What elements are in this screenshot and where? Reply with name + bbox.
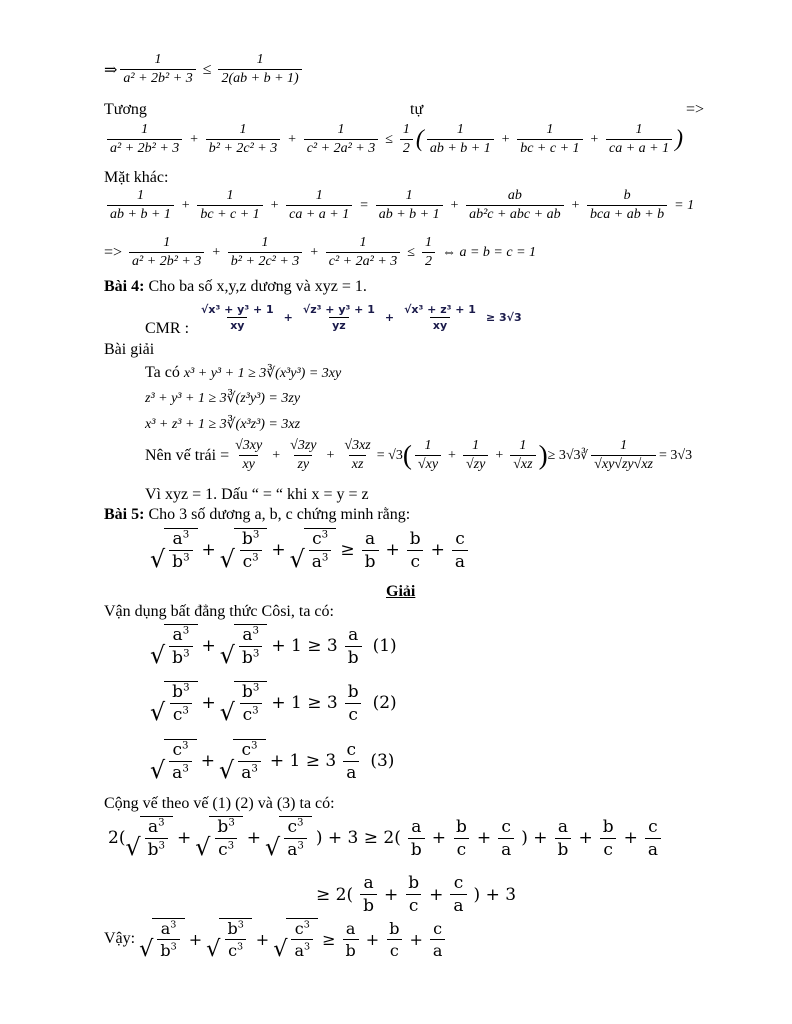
other-hand-line: Mặt khác: xyxy=(104,169,169,186)
fraction: $\frac{1}{\text{a² + 2b² + 3}}$ xyxy=(120,52,195,87)
inequality-3: √ $\frac{c^3}{a^3}$ + √ $\frac{c^3}{a^3}$ + 1 ≥ 3 $\frac{c}{a}$ (3) xyxy=(150,739,395,785)
inequality-2: √ $\frac{b^3}{c^3}$ + √ $\frac{b^3}{c^3}$ + 1 ≥ 3 $\frac{b}{c}$ (2) xyxy=(150,681,397,727)
conclusion-final: Vậy: √ $\frac{a^3}{b^3}$ + √ $\frac{b^3}{c^3}$ + √ $\frac{c^3}{a^3}$ ≥ $\frac{a}{b}$ + $\frac{b}{c}$ + $\frac{c}{a}$ xyxy=(104,918,448,960)
step-3: x³ + z³ + 1 ≥ 3∛(x³z³) = 3xz xyxy=(145,417,301,432)
conclusion-line: => $\frac{1}{\text{a² + 2b² + 3}}$ + $\frac{1}{\text{b² + 2c² + 3}}$ + $\frac{1}{\text{c² + 2a² + 3}}$ ≤ $\frac{1}{2}$ ⇔ a = b = c = 1 xyxy=(104,235,537,269)
identity-line: $\frac{1}{ab + b + 1}$ + $\frac{1}{bc + c + 1}$ + $\frac{1}{ca + a + 1}$ = $\frac{1}{ab + b + 1}$ + $\frac{ab}{\text{ab²c + abc + ab}}$ + $\frac{b}{\text{bca + ab + b}}$ = 1 xyxy=(104,188,698,223)
inequality-1: √ $\frac{a^3}{b^3}$ + √ $\frac{a^3}{b^3}$ + 1 ≥ 3 $\frac{a}{b}$ (1) xyxy=(150,624,397,670)
solution-heading: Bài giải xyxy=(104,341,155,358)
problem-4: Bài 4: Cho ba số x,y,z dương và xyz = 1. xyxy=(104,278,367,295)
fraction: $\frac{1}{2(ab + b + 1)}$ xyxy=(218,52,301,87)
sum-line-2: ≥ 2( $\frac{a}{b}$ + $\frac{b}{c}$ + $\frac{c}{a}$ ) + 3 xyxy=(316,873,517,916)
prove-statement: CMR : $\frac{\text{√x³ + y³ + 1}}{xy}$ + $\frac{\text{√z³ + y³ + 1}}{yz}$ + $\frac{\text{√x³ + z³ + 1}}{xy}$ ≥ 3√3 xyxy=(145,296,526,338)
inequality-line-1: ⇒ $\frac{1}{\text{a² + 2b² + 3}}$ ≤ $\frac{1}{2(ab + b + 1)}$ xyxy=(104,52,305,87)
apply-cauchy: Vận dụng bất đẳng thức Côsi, ta có: xyxy=(104,603,334,620)
similarly-line: Tương tự => xyxy=(104,101,704,118)
solution-title: Giải xyxy=(386,583,416,600)
inequality-line-3: $\frac{1}{\text{a² + 2b² + 3}}$ + $\frac{1}{\text{b² + 2c² + 3}}$ + $\frac{1}{\text{c² + 2a² + 3}}$ ≤ $\frac{1}{2}$ ( $\frac{1}{ab + b + 1}$ + $\frac{1}{bc + c + 1}$ + $\frac{1}{ca + a + 1}$ ) xyxy=(104,122,683,157)
problem-5-inequality: √ $\frac{a^3}{b^3}$ + √ $\frac{b^3}{c^3}$ + √ $\frac{c^3}{a^3}$ ≥ $\frac{a}{b}$ + $\frac{b}{c}$ + $\frac{c}{a}$ xyxy=(150,528,471,572)
add-sides: Cộng vế theo vế (1) (2) và (3) ta có: xyxy=(104,795,335,812)
step-1: Ta có x³ + y³ + 1 ≥ 3∛(x³y³) = 3xy xyxy=(145,364,342,381)
left-side-line: Nên vế trái = $\frac{√3xy}{xy}$ + $\frac{√3zy}{zy}$ + $\frac{√3xz}{xz}$ = √3 ( $\frac{1}{√xy}$ + $\frac{1}{√zy}$ + $\frac{1}{√xz}$ ) ≥ 3√3 ∛ $\frac{1}{√xy√zy√xz}$ = 3√3 xyxy=(145,438,693,472)
equality-condition: Vì xyz = 1. Dấu “ = “ khi x = y = z xyxy=(145,486,369,503)
problem-5: Bài 5: Cho 3 số dương a, b, c chứng minh rằng: xyxy=(104,506,411,523)
sum-line-1: 2( √ $\frac{a^3}{b^3}$ + √ $\frac{b^3}{c^3}$ + √ $\frac{c^3}{a^3}$ ) + 3 ≥ 2( $\frac{a}{b}$ + $\frac{b}{c}$ + $\frac{c}{a}$ ) + $\frac{a}{b}$ + $\frac{b}{c}$ + $\frac{c}{a}$ xyxy=(108,816,664,860)
implies-arrow: ⇒ xyxy=(104,61,118,79)
cmr-expression: $\frac{\text{√x³ + y³ + 1}}{xy}$ + $\frac{\text{√z³ + y³ + 1}}{yz}$ + $\frac{\text{√x³ + z³ + 1}}{xy}$ ≥ 3√3 xyxy=(201,302,522,332)
step-2: z³ + y³ + 1 ≥ 3∛(z³y³) = 3zy xyxy=(145,391,301,406)
